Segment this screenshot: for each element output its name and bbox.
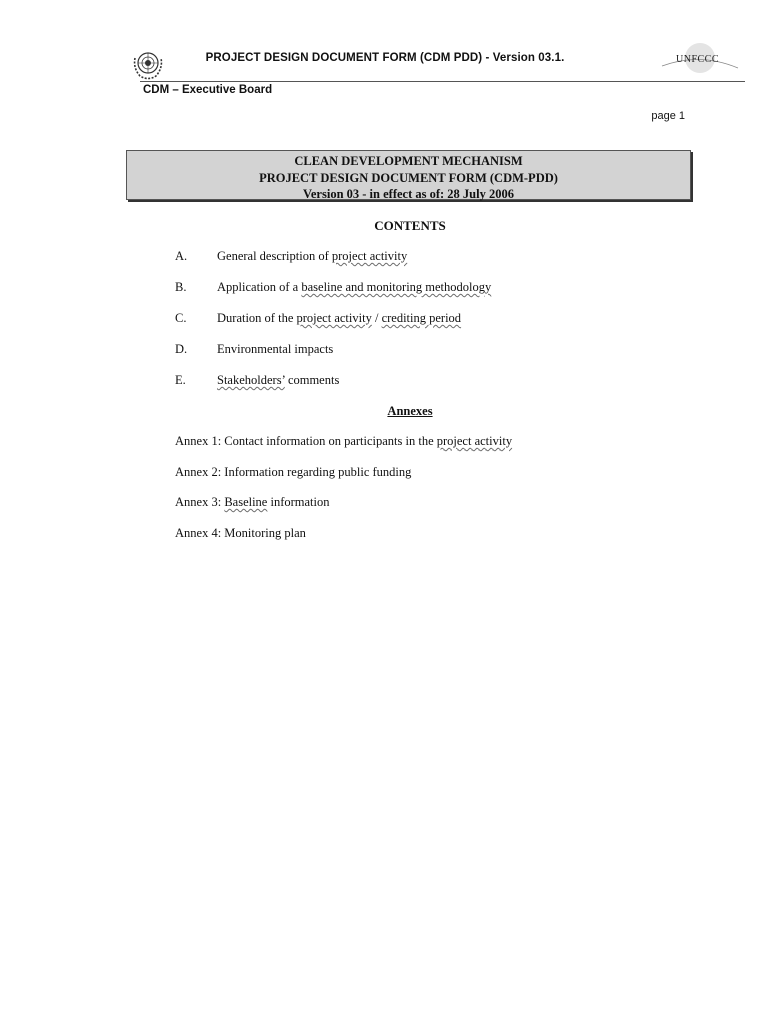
title-line-1: CLEAN DEVELOPMENT MECHANISM xyxy=(294,154,523,168)
annex-link[interactable]: Baseline xyxy=(224,495,268,509)
toc-text: Environmental impacts xyxy=(217,342,334,356)
toc-letter: A. xyxy=(175,249,188,263)
toc-link[interactable]: Stakeholders’ xyxy=(217,373,285,387)
toc-link[interactable]: project activity xyxy=(331,249,408,263)
toc-text: General description of project activity xyxy=(217,249,408,263)
annex-item-1: Annex 1: Contact information on participants in the project activity xyxy=(175,434,513,448)
toc-link[interactable]: project activity xyxy=(296,311,372,325)
toc-link[interactable]: baseline and monitoring methodology xyxy=(301,280,492,294)
toc-letter: D. xyxy=(175,342,188,356)
toc-link-2[interactable]: crediting period xyxy=(381,311,462,325)
title-line-2: PROJECT DESIGN DOCUMENT FORM (CDM-PDD) xyxy=(259,170,558,185)
toc-letter: C. xyxy=(175,311,187,325)
page-number: page 1 xyxy=(651,110,685,122)
toc-text: Stakeholders’ comments xyxy=(217,373,340,387)
contents-heading: CONTENTS xyxy=(374,218,446,233)
annex-item-4: Annex 4: Monitoring plan xyxy=(175,526,306,540)
annex-item-3: Annex 3: Baseline information xyxy=(175,495,330,509)
toc-letter: E. xyxy=(175,373,186,387)
toc-text: Application of a baseline and monitoring methodology xyxy=(217,280,492,294)
annexes-heading: Annexes xyxy=(387,404,433,418)
unfccc-logo-text: UNFCCC xyxy=(676,54,720,65)
toc-letter: B. xyxy=(175,280,187,294)
document-title-box xyxy=(126,150,691,200)
header-divider xyxy=(140,81,745,82)
document-header-title: PROJECT DESIGN DOCUMENT FORM (CDM PDD) - Version 03.1. xyxy=(205,52,565,64)
title-line-3: Version 03 - in effect as of: 28 July 2006 xyxy=(303,187,514,201)
executive-board-label: CDM – Executive Board xyxy=(143,84,273,96)
toc-text: Duration of the project activity / crediting period xyxy=(217,311,462,325)
annex-item-2: Annex 2: Information regarding public funding xyxy=(175,465,412,479)
annex-link[interactable]: project activity xyxy=(436,434,513,448)
